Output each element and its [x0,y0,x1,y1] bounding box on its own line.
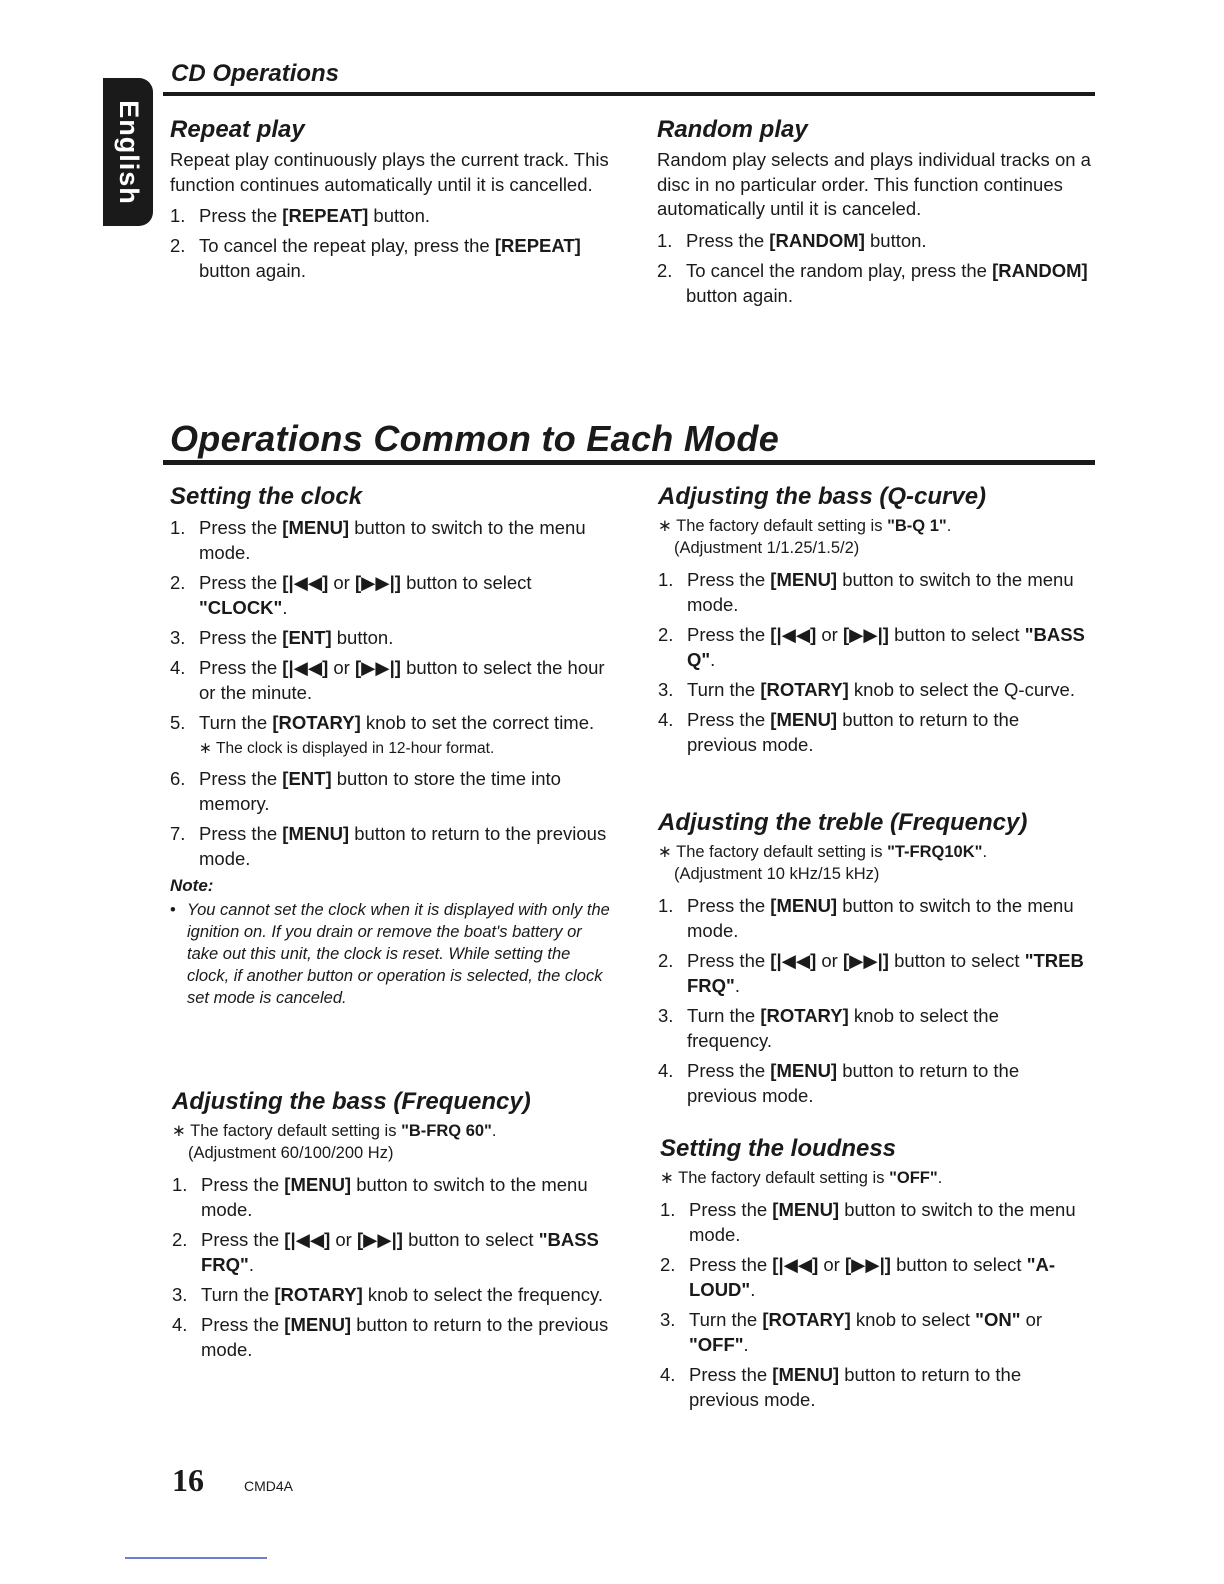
list-item: 5. Turn the [ROTARY] knob to set the correct time. [170,712,595,733]
loudness-title: Setting the loudness [660,1135,897,1162]
list-item: 6. Press the [ENT] button to store the time into memory. [170,768,561,814]
clock-steps [170,515,610,735]
chapter-title: Operations Common to Each Mode [170,418,780,459]
footer-rule [125,1557,267,1559]
language-tab [103,78,153,226]
list-item: 3. Turn the [ROTARY] knob to select "ON" or "OFF". [660,1309,1043,1355]
repeat-play-lead: Repeat play continuously plays the current track. This function continues automatically until it is cancelled. [170,149,609,195]
list-item: 3. Press the [ENT] button. [170,627,394,648]
bass-frequency-title: Adjusting the bass (Frequency) [172,1088,531,1115]
page-number: 16 [172,1462,204,1498]
clock-steps-continued [170,766,610,871]
bass-q-default: ∗ The factory default setting is "B-Q 1". (Adjustment 1/1.25/1.5/2) [658,517,952,557]
list-item: 2. Press the [|◀◀] or [▶▶|] button to select "BASS FRQ". [172,1229,599,1275]
random-play-title: Random play [657,116,808,143]
list-item: 2. Press the [|◀◀] or [▶▶|] button to select "A-LOUD". [660,1254,1055,1300]
model-code: CMD4A [244,1478,294,1494]
list-item: 2. Press the [|◀◀] or [▶▶|] button to select "TREB FRQ". [658,950,1084,996]
random-play-section [657,115,1097,313]
treble-steps [658,893,1088,1108]
language-tab-label: English [113,99,144,205]
list-item: 1. Press the [MENU] button to switch to the menu mode. [172,1174,588,1220]
list-item: 4. Press the [MENU] button to return to the previous mode. [172,1314,609,1360]
bass-frequency-steps [172,1172,612,1362]
note-heading: Note: [170,876,214,895]
header-rule [163,92,1095,96]
list-item: 1. Press the [REPEAT] button. [170,205,431,226]
list-item: 2. Press the [|◀◀] or [▶▶|] button to select "BASS Q". [658,624,1085,670]
list-item: 1. Press the [RANDOM] button. [657,229,927,251]
treble-title: Adjusting the treble (Frequency) [658,809,1028,836]
bass-q-steps [658,567,1088,757]
list-item: 4. Press the [MENU] button to return to the previous mode. [660,1364,1022,1410]
random-play-steps [657,228,1097,308]
list-item: 1. Press the [MENU] button to switch to the menu mode. [660,1199,1076,1245]
section-title: CD Operations [171,60,340,87]
treble-default: ∗ The factory default setting is "T-FRQ10K". (Adjustment 10 kHz/15 kHz) [658,843,988,883]
list-item: 7. Press the [MENU] button to return to the previous mode. [170,823,607,869]
repeat-play-title: Repeat play [170,116,305,143]
clock-format-note: ∗ The clock is displayed in 12-hour format. [199,740,495,757]
list-item: 4. Press the [MENU] button to return to the previous mode. [658,709,1020,755]
list-item: 3. Turn the [ROTARY] knob to select the Q-curve. [658,679,1075,700]
clock-section [170,482,610,1009]
list-item: 4. Press the [|◀◀] or [▶▶|] button to select the hour or the minute. [170,657,605,703]
list-item: 1. Press the [MENU] button to switch to the menu mode. [658,895,1074,941]
list-item: 3. Turn the [ROTARY] knob to select the frequency. [658,1005,999,1051]
loudness-section [660,1134,1090,1417]
bass-frequency-default: ∗ The factory default setting is "B-FRQ 60". (Adjustment 60/100/200 Hz) [172,1122,497,1162]
repeat-play-section [170,115,615,288]
clock-note: • You cannot set the clock when it is displayed with only the ignition on. If you drain or remove the boat's battery or take out this unit, the clock is reset. While setting the clock, if another button or operation is selected, the clock set mode is canceled. [170,901,610,1007]
random-play-lead: Random play selects and plays individual tracks on a disc in no particular order. This function continues automatically until it is canceled. [657,149,1091,219]
bass-q-section [658,482,1088,762]
repeat-play-steps [170,203,615,283]
clock-title: Setting the clock [170,483,363,510]
treble-section [658,808,1088,1113]
list-item: 1. Press the [MENU] button to switch to the menu mode. [170,517,586,563]
chapter-rule [163,460,1095,465]
list-item: 2. To cancel the random play, press the [RANDOM] button again. [657,259,1088,306]
bass-q-title: Adjusting the bass (Q-curve) [658,483,987,510]
bass-frequency-section [172,1087,612,1367]
list-item: 3. Turn the [ROTARY] knob to select the frequency. [172,1284,604,1305]
list-item: 1. Press the [MENU] button to switch to the menu mode. [658,569,1074,615]
list-item: 2. To cancel the repeat play, press the [REPEAT] button again. [170,235,581,281]
loudness-default: ∗ The factory default setting is "OFF". [660,1169,943,1187]
loudness-steps [660,1197,1090,1412]
list-item: 2. Press the [|◀◀] or [▶▶|] button to select "CLOCK". [170,572,532,618]
list-item: 4. Press the [MENU] button to return to the previous mode. [658,1060,1020,1106]
